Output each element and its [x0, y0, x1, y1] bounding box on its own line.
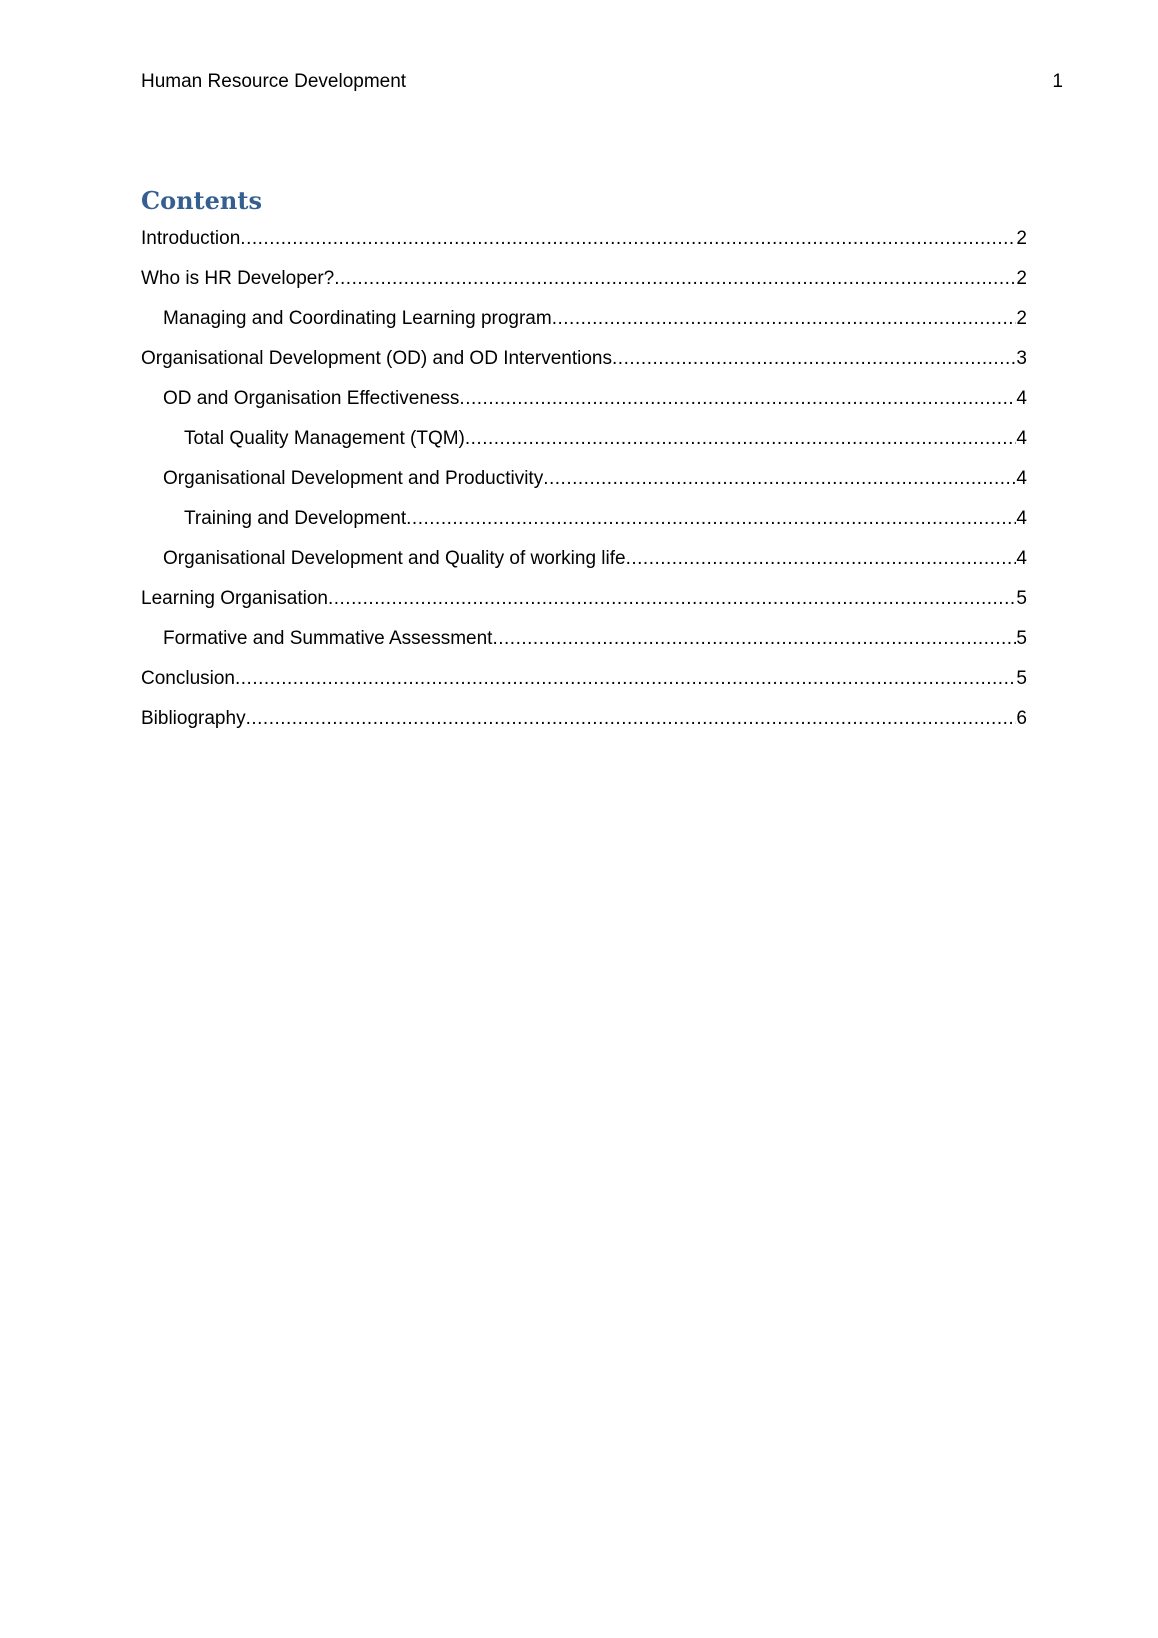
toc-dot-leader	[626, 545, 1017, 573]
toc-dot-leader	[246, 705, 1017, 733]
toc-entry-label: OD and Organisation Effectiveness	[163, 388, 460, 409]
toc-entry-formative-summative-assessment[interactable]	[141, 625, 1027, 665]
toc-entry-label: Organisational Development and Productivity	[163, 468, 544, 489]
running-header-title: Human Resource Development	[141, 71, 407, 92]
toc-dot-leader	[334, 265, 1016, 293]
toc-entry-learning-organisation[interactable]	[141, 585, 1027, 625]
toc-entry-who-is-hr-developer[interactable]	[141, 265, 1027, 305]
toc-dot-leader	[612, 345, 1016, 373]
toc-dot-leader	[240, 225, 1016, 253]
toc-entry-page: 4	[1016, 508, 1027, 529]
toc-entry-label: Organisational Development (OD) and OD Interventions	[141, 348, 613, 369]
toc-entry-label: Introduction	[141, 228, 241, 249]
toc-entry-label: Total Quality Management (TQM)	[184, 428, 465, 449]
toc-entry-tqm[interactable]	[141, 425, 1027, 465]
toc-entry-od-quality-working-life[interactable]	[141, 545, 1027, 585]
toc-dot-leader	[406, 505, 1016, 533]
toc-entry-od-productivity[interactable]	[141, 465, 1027, 505]
toc-entry-page: 5	[1016, 668, 1027, 689]
toc-entry-label: Managing and Coordinating Learning program	[163, 308, 552, 329]
toc-entry-page: 4	[1016, 388, 1027, 409]
toc-entry-page: 3	[1016, 348, 1027, 369]
toc-entry-training-development[interactable]	[141, 505, 1027, 545]
toc-entry-page: 5	[1016, 628, 1027, 649]
toc-entry-label: Organisational Development and Quality of working life	[163, 548, 626, 569]
toc-entry-od-effectiveness[interactable]	[141, 385, 1027, 425]
toc-entry-page: 4	[1016, 548, 1027, 569]
toc-entry-page: 2	[1016, 308, 1027, 329]
toc-entry-label: Formative and Summative Assessment	[163, 628, 493, 649]
toc-dot-leader	[459, 385, 1016, 413]
toc-dot-leader	[543, 465, 1016, 493]
toc-entry-introduction[interactable]	[141, 225, 1027, 265]
toc-entry-label: Bibliography	[141, 708, 246, 729]
toc-dot-leader	[465, 425, 1017, 453]
toc-entry-label: Conclusion	[141, 668, 235, 689]
table-of-contents	[141, 225, 1027, 745]
toc-heading: Contents	[141, 186, 262, 215]
toc-entry-conclusion[interactable]	[141, 665, 1027, 705]
toc-entry-managing-learning-program[interactable]	[141, 305, 1027, 345]
toc-entry-page: 6	[1016, 708, 1027, 729]
page-number: 1	[1052, 71, 1063, 92]
toc-entry-page: 4	[1016, 468, 1027, 489]
toc-entry-label: Learning Organisation	[141, 588, 328, 609]
toc-entry-page: 2	[1016, 268, 1027, 289]
toc-entry-label: Who is HR Developer?	[141, 268, 335, 289]
toc-dot-leader	[492, 625, 1016, 653]
toc-entry-bibliography[interactable]	[141, 705, 1027, 745]
toc-entry-label: Training and Development	[184, 508, 407, 529]
toc-entry-od-interventions[interactable]	[141, 345, 1027, 385]
toc-entry-page: 5	[1016, 588, 1027, 609]
toc-dot-leader	[328, 585, 1016, 613]
toc-entry-page: 4	[1016, 428, 1027, 449]
toc-dot-leader	[552, 305, 1017, 333]
toc-entry-page: 2	[1016, 228, 1027, 249]
toc-dot-leader	[235, 665, 1016, 693]
